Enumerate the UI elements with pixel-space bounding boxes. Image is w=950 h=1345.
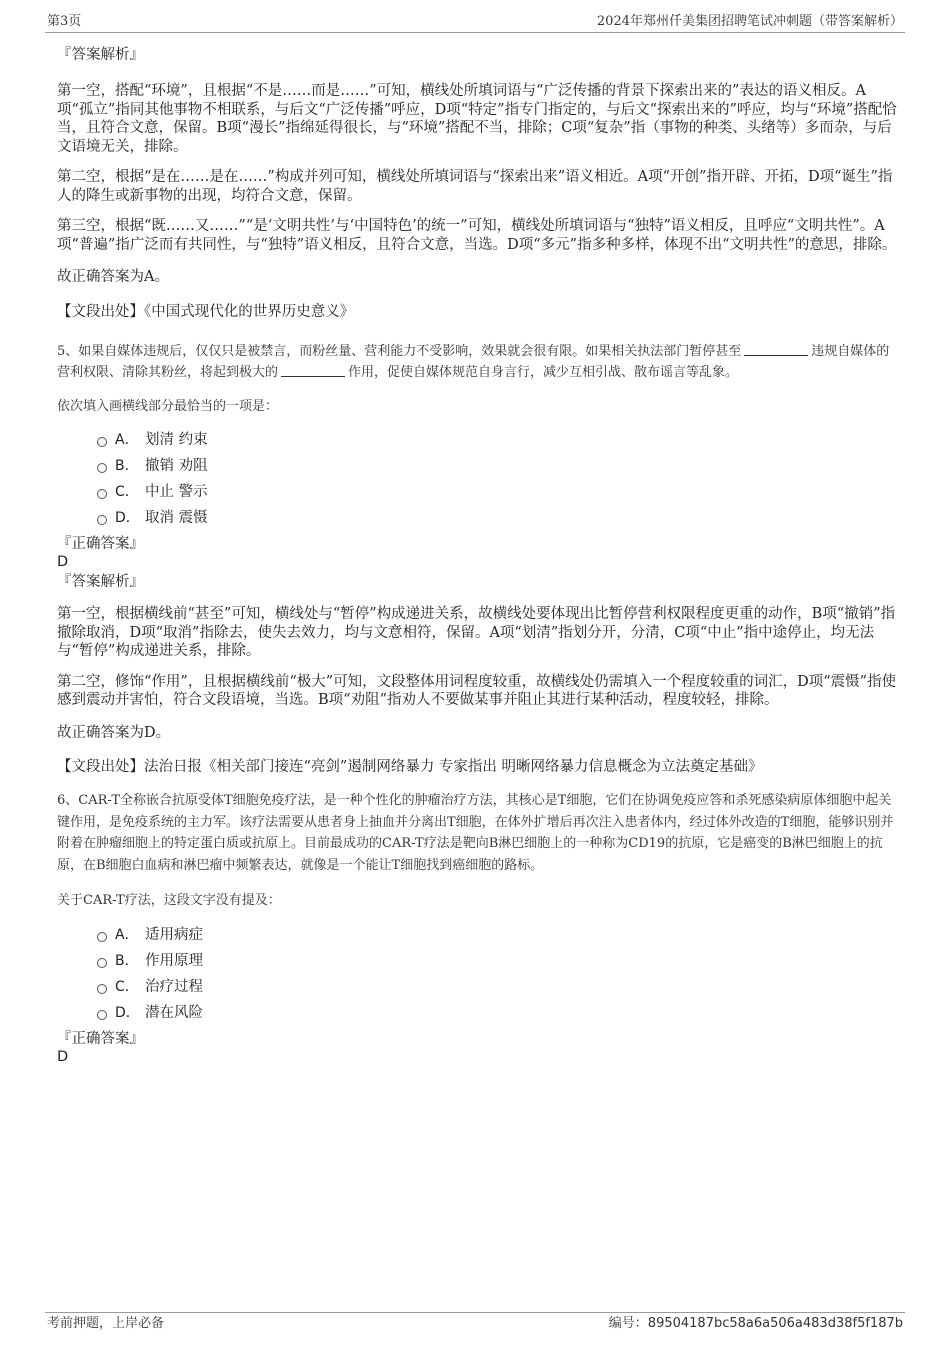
radio-icon[interactable]	[97, 958, 107, 968]
correct-answer-label: 『正确答案』	[57, 536, 144, 552]
page-header	[45, 14, 905, 33]
document-id: 编号：89504187bc58a6a506a483d38f5f187b	[608, 1316, 903, 1331]
option-a[interactable]: A． 划清 约束	[57, 427, 897, 453]
question-prompt: 依次填入画横线部分最恰当的一项是：	[57, 398, 279, 414]
conclusion: 故正确答案为D。	[57, 724, 171, 741]
option-b[interactable]: B． 撤销 劝阻	[57, 453, 897, 479]
correct-answer: D	[57, 1048, 69, 1065]
fill-blank	[281, 364, 345, 377]
radio-icon[interactable]	[97, 984, 107, 994]
radio-icon[interactable]	[97, 1010, 107, 1020]
option-list	[57, 922, 897, 1026]
page-number: 第3页	[47, 14, 82, 29]
source-citation: 【文段出处】法治日报《相关部门接连“亮剑”遏制网络暴力 专家指出 明晰网络暴力信息概念为立法奠定基础》	[57, 759, 763, 775]
option-d[interactable]: D． 潜在风险	[57, 1000, 897, 1026]
analysis-paragraph: 第一空，搭配“环境”，且根据“不是……而是……”可知，横线处所填词语与“广泛传播的背景下探索出来的”表达的语义相反。A项“孤立”指同其他事物不相联系，与后文“广泛传播”呼应，D项“特定”指专门指定的，与后文“探索出来的”呼应，均与“环境”搭配恰当，且符合文意，保留。B项“漫长”指绵延得很长，与“环境”搭配不当，排除；C项“复杂”指（事物的种类、头绪等）多而杂，与后文语境无关，排除。	[57, 83, 897, 155]
source-citation: 【文段出处】《中国式现代化的世界历史意义》	[57, 303, 355, 320]
question-stem: 6、CAR-T全称嵌合抗原受体T细胞免疫疗法，是一种个性化的肿瘤治疗方法，其核心是T细胞，它们在协调免疫应答和杀死感染病原体细胞中起关键作用，是免疫系统的主力军。该疗法需要从患者身上抽血并分离出T细胞，在体外扩增后再次注入患者体内，经过体外改造的T细胞，能够识别并附着在肿瘤细胞上的特定蛋白质或抗原上。目前最成功的CAR-T疗法是靶向B淋巴细胞上的一种称为CD19的抗原，它是癌变的B淋巴细胞上的抗原，在B细胞白血病和淋巴瘤中频繁表达，就像是一个能让T细胞找到癌细胞的路标。	[57, 793, 894, 873]
correct-answer: D	[57, 554, 69, 570]
conclusion: 故正确答案为A。	[57, 269, 169, 285]
analysis-paragraph: 第二空，修饰“作用”，且根据横线前“极大”可知，文段整体用词程度较重，故横线处仍需填入一个程度较重的词汇，D项“震慑”指使感到震动并害怕，符合文段语境，当选。B项“劝阻”指劝人不要做某事并阻止其进行某种活动，程度较轻，排除。	[57, 673, 897, 708]
question-stem: 5、如果自媒体违规后，仅仅只是被禁言，而粉丝量、营利能力不受影响，效果就会很有限。如果相关执法部门暂停甚至 违规自媒体的营利权限、清除其粉丝，将起到极大的 作用，促使自媒体规范自身言行，减少互相引战、散布谣言等乱象。	[57, 343, 890, 380]
answer-analysis-label: 『答案解析』	[57, 47, 144, 63]
radio-icon[interactable]	[97, 463, 107, 473]
option-c[interactable]: C． 治疗过程	[57, 974, 897, 1000]
fill-blank	[744, 343, 808, 356]
document-title: 2024年郑州仟美集团招聘笔试冲刺题（带答案解析）	[596, 14, 903, 29]
option-b[interactable]: B． 作用原理	[57, 948, 897, 974]
option-d[interactable]: D． 取消 震慑	[57, 505, 897, 531]
option-list	[57, 427, 897, 531]
radio-icon[interactable]	[97, 515, 107, 525]
question-prompt: 关于CAR-T疗法，这段文字没有提及：	[57, 893, 281, 908]
radio-icon[interactable]	[97, 489, 107, 499]
page-footer	[45, 1312, 905, 1333]
answer-analysis-label: 『答案解析』	[57, 574, 144, 590]
document-body	[57, 44, 897, 1066]
radio-icon[interactable]	[97, 437, 107, 447]
option-c[interactable]: C． 中止 警示	[57, 479, 897, 505]
analysis-paragraph: 第一空，根据横线前“甚至”可知，横线处与“暂停”构成递进关系，故横线处要体现出比暂停营利权限程度更重的动作，B项“撤销”指撤除取消，D项“取消”指除去，使失去效力，均与文意相符，保留。A项“划清”指划分开，分清，C项“中止”指中途停止，均无法与“暂停”构成递进关系，排除。	[57, 606, 896, 659]
radio-icon[interactable]	[97, 932, 107, 942]
correct-answer-label: 『正确答案』	[57, 1030, 144, 1047]
footer-slogan: 考前押题，上岸必备	[47, 1316, 165, 1331]
analysis-paragraph: 第三空，根据“既……又……”“是‘文明共性’与‘中国特色’的统一”可知，横线处所填词语与“独特”语义相反，且呼应“文明共性”。A项“普遍”指广泛而有共同性，与“独特”语义相反，且符合文意，当选。D项“多元”指多种多样，体现不出“文明共性”的意思，排除。	[57, 218, 897, 253]
analysis-paragraph: 第二空，根据“是在……是在……”构成并列可知，横线处所填词语与“探索出来”语义相近。A项“开创”指开辟、开拓，D项“诞生”指人的降生或新事物的出现，均符合文意，保留。	[57, 169, 893, 204]
option-a[interactable]: A． 适用病症	[57, 922, 897, 948]
